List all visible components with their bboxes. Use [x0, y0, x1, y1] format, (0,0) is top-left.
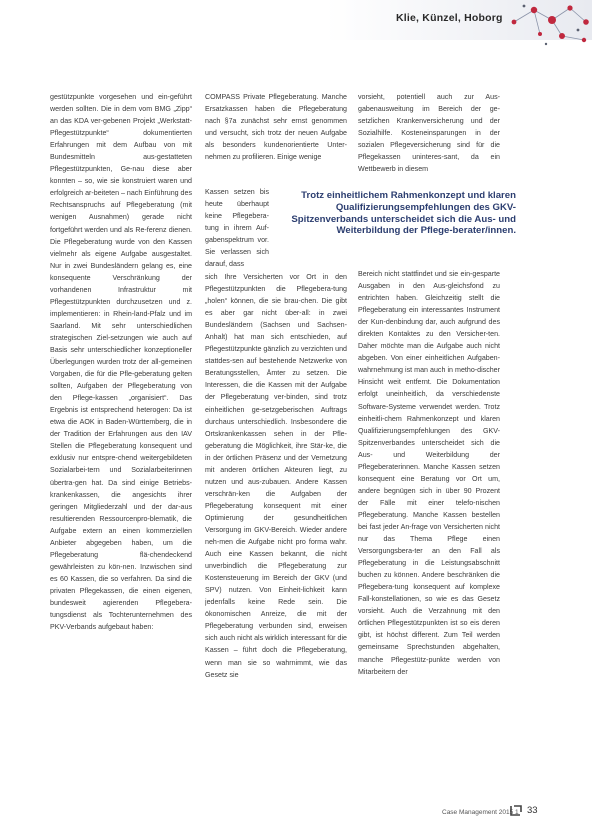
column-1-text: gestützpunkte vorgesehen und ein-geführt werden sollten. Die in dem vom BMG „Zipp“ an das KDA ver-gebenen Projekt „Werkstatt-Pflegestützpunkte“ dokumentierten Erfahrungen mit dem Aufbau von mit Bundesmitteln aus-gestatteten Pflegestützpunkten, Ge-nau diese aber konnten – so, wie sie konstruiert waren und erfolgreich ar-beiteten – nach Einführung des Rechtsanspruchs auf Pflegeberatung (mit wenigen Ausnahmen) gerade nicht fortgeführt werden und als Re-ferenz dienen. Die Pflegeberatung wurde von den Kassen vielmehr als eigene Aufgabe ausgestaltet. Nur in zwei Bundesländern gelang es, eine konsequente Verschränkung der vorhandenen Infrastruktur mit Pflegestützpunkten durchzusetzen und z. implementieren: in Rhein-land-Pfalz und im Saarland. Mit sehr unterschiedlichen strategischen Ziel-setzungen wie auch auf Basis sehr unterschiedlicher konzeptioneller Überlegungen wurden trotz der all-gemeinen Vorgaben, die für die Pfle-geberatung gelten sollten, Aufgaben der Pflegeberatung von den Pflege-kassen „organisiert“. Das Ergebnis ist entsprechend heterogen: Da ist etwa die AOK in Baden-Württemberg, die in der Tradition der Erfahrungen aus den IAV Stellen die Pflegeberatung konsequent und exklusiv nur entspre-chend weitergebildeten Sozialarbei-tern und Sozialarbeiterinnen übertra-gen hat. Da sind einige Betriebs-krankenkassen, die angesichts ihrer geringen Mitgliederzahl und der dar-aus resultierenden Ressourcenpro-blematik, die Aufgabe extern an einen kommerziellen Anbieter abgegeben haben, um die Pflegeberatung flä-chendeckend gewährleisten zu kön-nen. Inzwischen sind es 60 Kassen, die so verfahren. Da sind die privaten Pflegekassen, die einen eigenen, bundesweit agierenden Pflegebera-tungsdienst als Tochterunternehmen des PKV-Verbands aufgebaut haben:: [50, 93, 192, 632]
body-column-2-narrow: [205, 186, 269, 270]
footer-magazine-title: Case Management 2015 1: [442, 809, 519, 816]
body-column-2-top: [205, 91, 347, 187]
column-3-bottom-text: Bereich nicht stattfindet und sie ein-gesparte Ausgaben in den Aus-gleichsfond zu entrichten haben. Gleichzeitig stellt die Pflegeberatung ein interessantes Instrument der Kun-denbindung dar, auch aufgrund des direkten Kontaktes zu den Versicher-ten. Daher möchte man die Aufgabe auch nicht abgeben. Von einer einheitlichen Aufgaben-wahrnehmung ist man auch in metho-discher Hinsicht weit entfernt. Die Dokumentation erfolgt uneinheitlich, da verschiedenste Software-Systeme verwendet werden. Trotz einheitli-chem Rahmenkonzept und klaren Qualifizierungsempfehlungen des GKV-Spitzenverbandes unterscheidet sich die Aus- und Weiterbildung der Pflegeberaterinnen. Manche Kassen setzen konsequent eine Beratung vor Ort um, andere begnügen sich in über 90 Prozent der Fälle mit einer telefo-nischen Pflegeberatung. Manche Kassen bestellen bei fast jeder An-frage von Versicherten nicht nur das Thema Pflege einen Versorgungsbera-ter an den Fall als Pflegeberatung in die Leistungsabschnitt buchen zu können. Andere beschränken die Pflegebera-tung konsequent auf komplexe Fall-konstellationen, so wie es das Gesetz vorsieht. Auch die Verzahnung mit den örtlichen Pflegestützpunkten ist so eis deren gibt, ist höchst different. Zum Teil werden gemeinsame Sprechstunden abgehalten, manche Pflegestütz-punkte werden von Mitarbeitern der: [358, 270, 500, 676]
molecule-network-icon: [500, 0, 592, 48]
body-column-2-bottom: [205, 271, 347, 745]
body-column-3-top: [358, 91, 500, 187]
running-header-authors: Klie, Künzel, Hoborg: [396, 12, 503, 24]
page-number: 33: [527, 805, 538, 816]
column-2-top-text: COMPASS Private Pflegeberatung. Manche Ersatzkassen haben die Pflegeberatung nach §7a zunächst sehr ernst genommen und versucht, sich trotz der neuen Aufgabe als besonders kundenorientierte Unter-nehmen zu profilieren. Einige wenige: [205, 93, 347, 162]
pull-quote: Trotz einheitlichem Rahmenkonzept und klaren Qualifizierungsempfehlungen des GKV-Spitzenverbands unterscheidet sich die Aus- und Weiterbildung der Pflege-berater/innen.: [291, 190, 516, 237]
column-2-bottom-text: sich Ihre Versicherten vor Ort in den Pflegestützpunkten die Pflegebera-tung „holen“ können, die sie brau-chen. Die gibt es aber gar nicht über-all: in zwei Bundesländern (Sachsen und Sachsen-Anhalt) hat man sich entschieden, auf Pflegestützpunkte gänzlich zu verzichten und stattdes-sen auf bestehende Netzwerke von Beratungsstellen, Ämter zu setzen. Die Interessen, die die Kassen mit der Aufgabe der Pflegeberatung ver-binden, sind trotz einheitlichen ge-setzgeberischen Auftrags durchaus unterschiedlich. Insbesondere die Ortskrankenkassen sehen in der Pfle-geberatung die Möglichkeit, ihre Stär-ke, die in der örtlichen Präsenz und der Vernetzung mit anderen örtlichen Akteuren liegt, zu nutzen und aus-zubauen. Andere Kassen verschrän-ken die Aufgaben der Pflegeberatung konsequent mit einer Optimierung der gesundheitlichen Versorgung im GKV-Bereich. Wieder andere neh-men die Aufgabe nicht pro forma wahr. Auch eine Kassen bekannt, die nicht unverbindlich die Pflegeberatung zur Kostensteuerung im Bereich der GKV (und SPV) nutzen. Von Einheit-lichkeit kann jedenfalls keine Rede sein. Die ökonomischen Anreize, die mit der Pflegeberatung verbunden sind, erweisen sich auch nicht als wirklich interessant für die Kassen – führt doch die Pflegeberatung, wenn man sie so wahrnimmt, wie das Gesetz sie: [205, 273, 347, 679]
column-3-top-text: vorsieht, potentiell auch zur Aus-gabenausweitung im Bereich der ge-setzlichen Krankenversicherung und der Sozialhilfe. Kosteneinsparungen in der sozialen Pflegeversicherung sind für die Pflegekassen uninteres-sant, da ein Wettbewerb in diesem: [358, 93, 500, 174]
body-column-1: [50, 91, 192, 741]
page-corner-icon: [509, 803, 523, 817]
column-2-narrow-text: Kassen setzen bis heute überhaupt keine Pflegebera-tung in ihrem Auf-gabenspektrum vor. Sie verlassen sich darauf, dass: [205, 188, 269, 269]
body-column-3-bottom: [358, 268, 500, 746]
